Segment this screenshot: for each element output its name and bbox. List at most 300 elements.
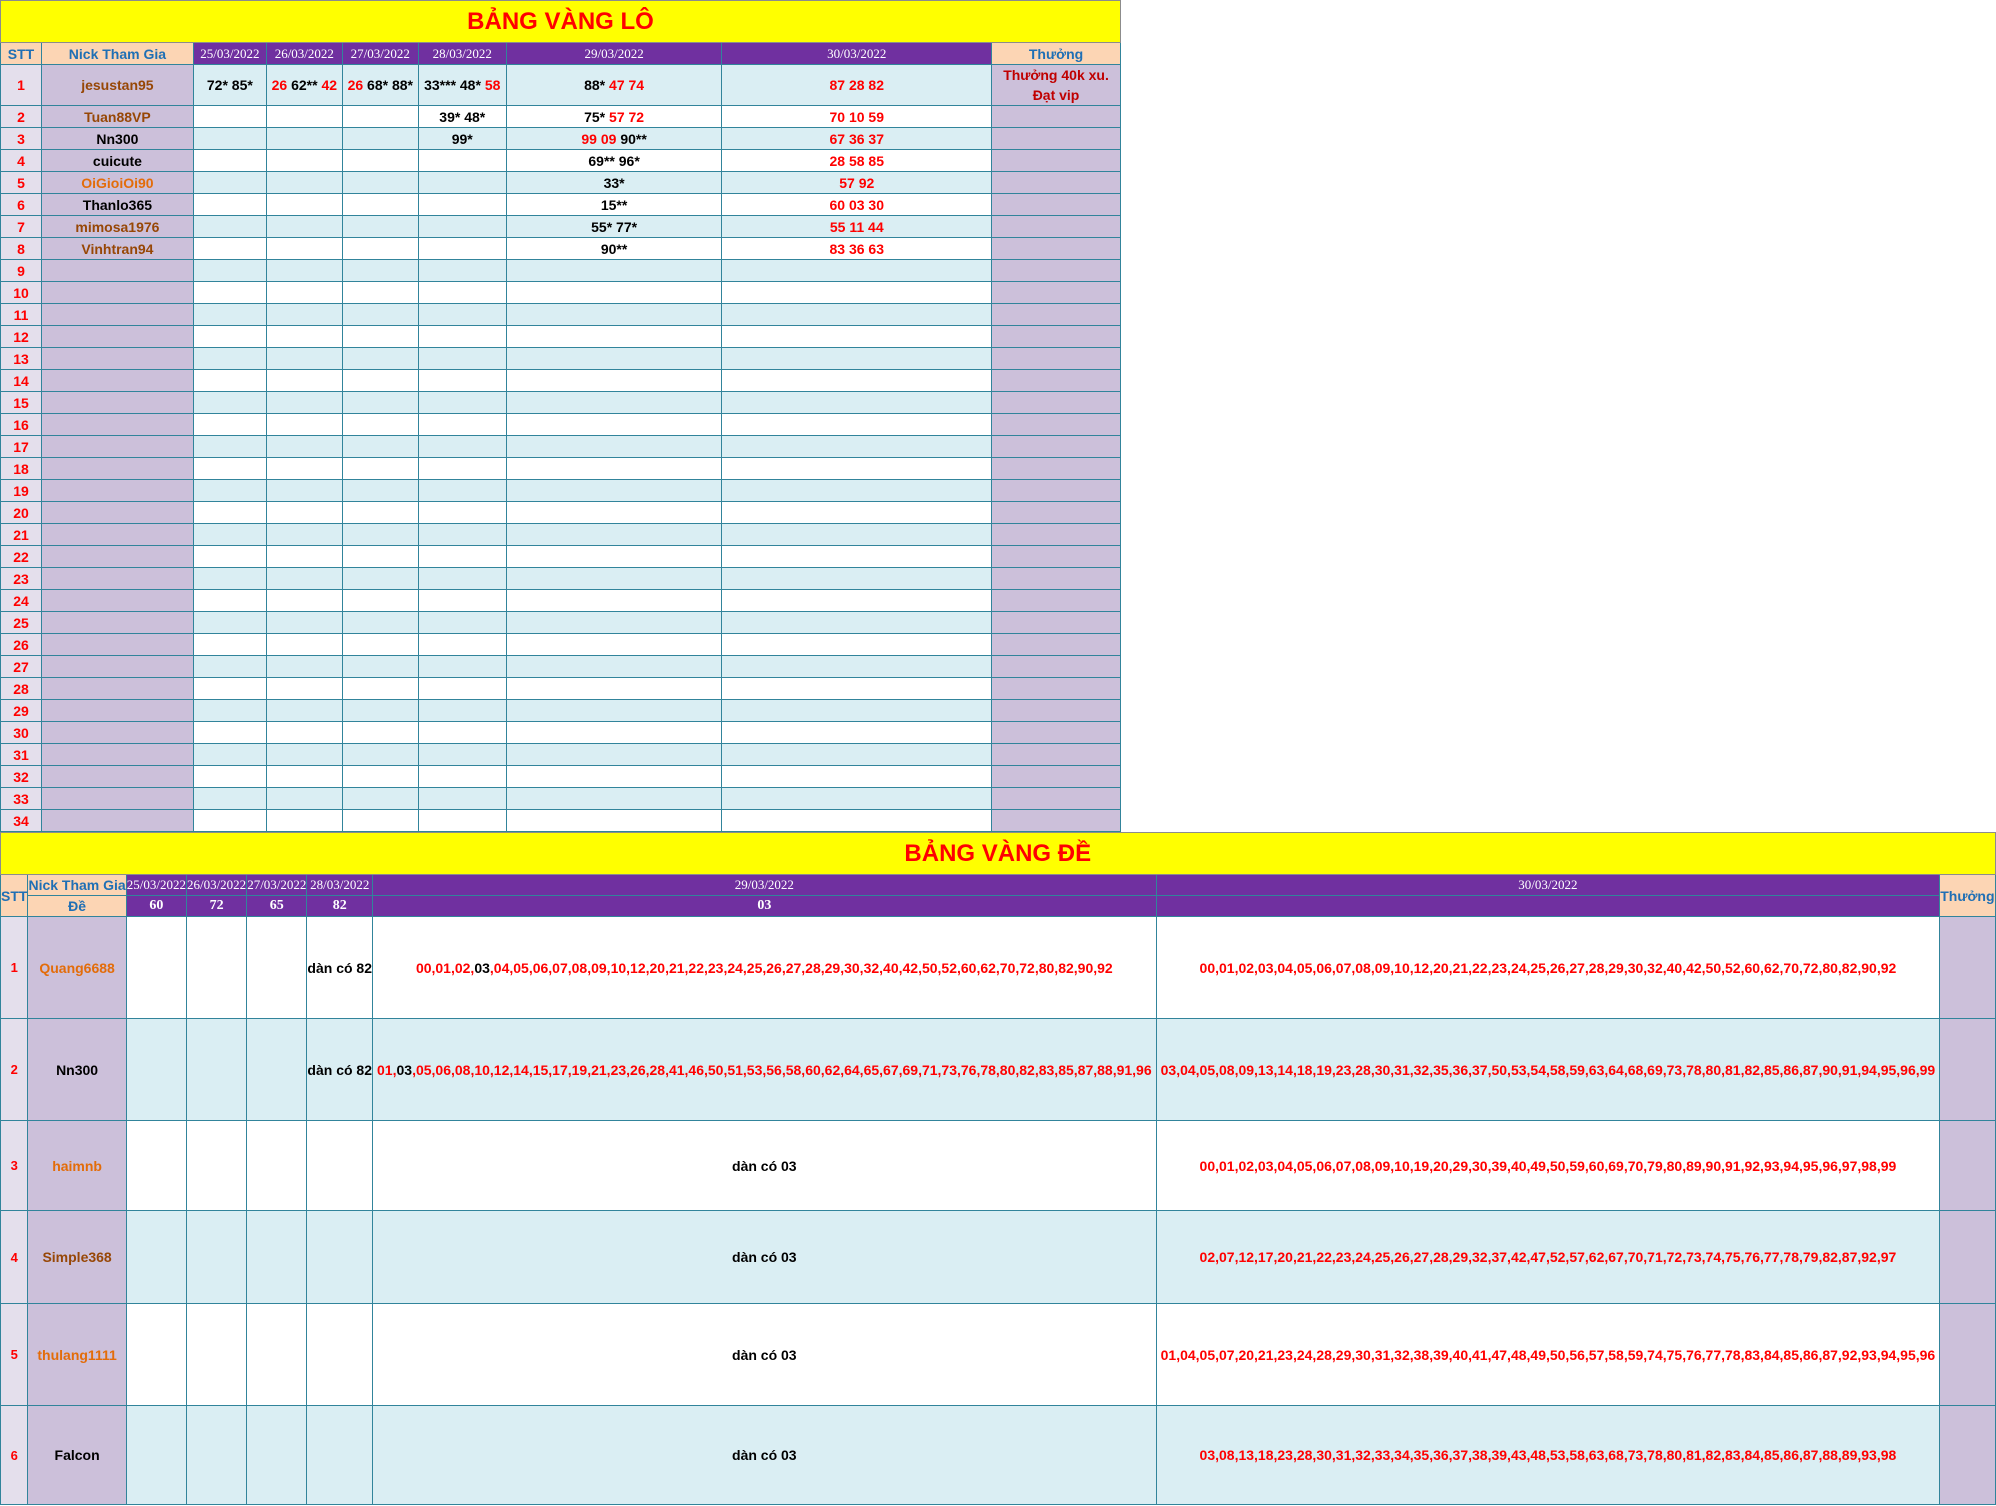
date-cell [418, 128, 506, 150]
entry-value: 57 72 [609, 108, 645, 125]
date-cell [506, 678, 722, 700]
lo-header-date: 27/03/2022 [342, 43, 418, 65]
table-row [1, 260, 1121, 282]
table-row [1, 304, 1121, 326]
table-row [1, 590, 1121, 612]
date-cell [722, 65, 992, 106]
row-prize [992, 722, 1121, 744]
date-cell: dàn có 82 [307, 917, 373, 1019]
entry-value: 99 09 [581, 130, 621, 147]
date-cell [186, 1211, 246, 1304]
entry-value: 62** [291, 77, 322, 93]
row-stt: 6 [1, 1406, 28, 1505]
date-cell [722, 524, 992, 546]
date-cell [418, 414, 506, 436]
date-cell [506, 524, 722, 546]
date-cell [126, 1406, 186, 1505]
row-stt: 31 [1, 744, 42, 766]
date-cell [342, 722, 418, 744]
de-result-value: 65 [247, 896, 307, 917]
entry-value: 26 [347, 77, 368, 93]
date-cell [418, 700, 506, 722]
date-cell [342, 414, 418, 436]
table-row [1, 238, 1121, 260]
de-header-date: 26/03/2022 [186, 875, 246, 896]
date-cell [266, 700, 342, 722]
date-cell [418, 590, 506, 612]
entry-value: 99* [451, 130, 473, 147]
date-cell [506, 612, 722, 634]
date-cell [266, 414, 342, 436]
date-cell [126, 1211, 186, 1304]
date-cell [506, 216, 722, 238]
date-cell [342, 128, 418, 150]
date-cell [266, 65, 342, 106]
row-stt: 15 [1, 392, 42, 414]
table-row [1, 150, 1121, 172]
date-cell [193, 436, 266, 458]
date-cell [506, 260, 722, 282]
date-cell [342, 810, 418, 832]
row-nick [41, 282, 193, 304]
date-cell [506, 568, 722, 590]
date-cell [418, 326, 506, 348]
entry-value: 58 [484, 77, 501, 93]
date-cell [193, 238, 266, 260]
date-cell [418, 656, 506, 678]
date-cell [266, 392, 342, 414]
date-cell [193, 590, 266, 612]
row-stt: 6 [1, 194, 42, 216]
row-prize [992, 392, 1121, 414]
date-cell [418, 260, 506, 282]
row-nick [41, 612, 193, 634]
date-cell [247, 1019, 307, 1121]
date-cell [266, 590, 342, 612]
date-cell [342, 524, 418, 546]
date-cell [193, 480, 266, 502]
row-prize [992, 458, 1121, 480]
row-stt: 34 [1, 810, 42, 832]
de-result-value: 03 [373, 896, 1157, 917]
row-prize [992, 678, 1121, 700]
entry-value: 33*** 48* [424, 77, 485, 93]
table-row [1, 348, 1121, 370]
date-cell [342, 634, 418, 656]
row-stt: 2 [1, 106, 42, 128]
date-cell [342, 65, 418, 106]
de-result-value: 72 [186, 896, 246, 917]
lo-title: BẢNG VÀNG LÔ [1, 1, 1121, 43]
date-cell [418, 788, 506, 810]
date-cell [266, 238, 342, 260]
date-cell [342, 172, 418, 194]
number-list: 02,07,12,17,20,21,22,23,24,25,26,27,28,29,32,37,42,47,52,57,62,67,70,71,72,73,74,75,76,77,78,79,82,87,92,97 [1156, 1211, 1940, 1304]
row-nick [41, 436, 193, 458]
number-list [373, 1019, 1157, 1121]
date-cell [722, 216, 992, 238]
entry-value: ,04,05,06,07,08,09,10,12,20,21,22,23,24,25,26,27,28,29,30,32,40,42,50,52,60,62,70,72,80,82,90,92 [489, 959, 1113, 976]
row-prize [992, 348, 1121, 370]
date-cell [418, 238, 506, 260]
date-cell [266, 612, 342, 634]
date-cell [418, 568, 506, 590]
number-list [373, 1121, 1157, 1211]
date-cell [506, 172, 722, 194]
date-cell [418, 546, 506, 568]
entry-value: 83 36 63 [829, 240, 884, 257]
table-row [1, 766, 1121, 788]
date-cell [342, 436, 418, 458]
de-table [0, 832, 1996, 1505]
date-cell [506, 326, 722, 348]
row-prize [1940, 1121, 1995, 1211]
date-cell [342, 326, 418, 348]
row-prize [992, 260, 1121, 282]
table-row [1, 502, 1121, 524]
date-cell [266, 656, 342, 678]
entry-value: 55* 77* [591, 218, 638, 235]
date-cell [418, 194, 506, 216]
row-nick: Falcon [28, 1406, 126, 1505]
date-cell [266, 436, 342, 458]
date-cell [342, 370, 418, 392]
row-prize [992, 656, 1121, 678]
date-cell [722, 480, 992, 502]
de-header-prize: Thưởng [1940, 875, 1995, 917]
date-cell [722, 348, 992, 370]
row-nick [41, 810, 193, 832]
date-cell [722, 194, 992, 216]
row-stt: 1 [1, 917, 28, 1019]
de-header-date: 29/03/2022 [373, 875, 1157, 896]
date-cell [722, 634, 992, 656]
date-cell: dàn có 82 [307, 1019, 373, 1121]
date-cell [193, 612, 266, 634]
date-cell [722, 106, 992, 128]
row-stt: 29 [1, 700, 42, 722]
row-stt: 27 [1, 656, 42, 678]
date-cell [722, 128, 992, 150]
date-cell [247, 1211, 307, 1304]
date-cell [722, 546, 992, 568]
entry-value: 55 11 44 [829, 218, 884, 235]
date-cell [506, 590, 722, 612]
date-cell [193, 810, 266, 832]
table-row [1, 700, 1121, 722]
date-cell [266, 634, 342, 656]
row-stt: 22 [1, 546, 42, 568]
de-title: BẢNG VÀNG ĐỀ [1, 833, 1996, 875]
row-nick: Nn300 [28, 1019, 126, 1121]
date-cell [722, 766, 992, 788]
row-prize [1940, 1406, 1995, 1505]
row-stt: 14 [1, 370, 42, 392]
row-nick [41, 326, 193, 348]
row-prize [992, 568, 1121, 590]
date-cell [722, 656, 992, 678]
date-cell [193, 458, 266, 480]
date-cell [506, 502, 722, 524]
date-cell [722, 436, 992, 458]
row-prize [992, 106, 1121, 128]
date-cell [722, 414, 992, 436]
date-cell [266, 194, 342, 216]
lo-header-date: 26/03/2022 [266, 43, 342, 65]
row-prize [1940, 1304, 1995, 1406]
date-cell [193, 194, 266, 216]
row-prize [992, 744, 1121, 766]
entry-value: 03 [396, 1061, 413, 1078]
date-cell [266, 216, 342, 238]
date-cell [506, 744, 722, 766]
date-cell [342, 238, 418, 260]
row-nick: OiGioiOi90 [41, 172, 193, 194]
date-cell [506, 722, 722, 744]
entry-value: 75* [584, 108, 610, 125]
row-prize [992, 480, 1121, 502]
table-row [1, 568, 1121, 590]
row-nick [41, 788, 193, 810]
date-cell [247, 917, 307, 1019]
row-stt: 5 [1, 172, 42, 194]
date-cell [506, 458, 722, 480]
date-cell [193, 502, 266, 524]
date-cell [342, 678, 418, 700]
lo-header-row [1, 43, 1121, 65]
row-nick: Vinhtran94 [41, 238, 193, 260]
row-nick [41, 458, 193, 480]
date-cell [722, 238, 992, 260]
row-nick [41, 348, 193, 370]
date-cell [342, 590, 418, 612]
row-prize [992, 502, 1121, 524]
date-cell [193, 260, 266, 282]
date-cell [266, 722, 342, 744]
entry-value: ,05,06,08,10,12,14,15,17,19,21,23,26,28,41,46,50,51,53,56,58,60,62,64,65,67,69,71,73,76,78,80,82,83,85,87,88,91,96 [412, 1061, 1152, 1078]
date-cell [506, 788, 722, 810]
date-cell [342, 546, 418, 568]
row-stt: 32 [1, 766, 42, 788]
date-cell [193, 568, 266, 590]
date-cell [266, 788, 342, 810]
date-cell [193, 128, 266, 150]
row-prize [992, 172, 1121, 194]
row-stt: 25 [1, 612, 42, 634]
date-cell [342, 480, 418, 502]
de-result-value [1156, 896, 1940, 917]
date-cell [266, 546, 342, 568]
date-cell [342, 744, 418, 766]
entry-value: 70 10 59 [829, 108, 884, 125]
number-list [373, 1406, 1157, 1505]
row-nick [41, 502, 193, 524]
entry-value: 90** [620, 130, 647, 147]
date-cell [418, 436, 506, 458]
date-cell [342, 216, 418, 238]
entry-value: 60 03 30 [829, 196, 884, 213]
row-nick [41, 414, 193, 436]
date-cell [722, 678, 992, 700]
table-row [1, 524, 1121, 546]
date-cell [506, 150, 722, 172]
date-cell [342, 612, 418, 634]
date-cell [506, 546, 722, 568]
date-cell [266, 106, 342, 128]
date-cell [722, 722, 992, 744]
table-row [1, 458, 1121, 480]
date-cell [193, 700, 266, 722]
row-prize [1940, 1211, 1995, 1304]
number-list [373, 1211, 1157, 1304]
row-stt: 3 [1, 1121, 28, 1211]
date-cell [186, 1019, 246, 1121]
row-nick: haimnb [28, 1121, 126, 1211]
de-header-date: 28/03/2022 [307, 875, 373, 896]
date-cell [418, 282, 506, 304]
row-nick [41, 260, 193, 282]
row-nick: thulang1111 [28, 1304, 126, 1406]
date-cell [418, 348, 506, 370]
table-row [1, 1304, 1996, 1406]
entry-value: dàn có 03 [732, 1447, 797, 1463]
date-cell [506, 348, 722, 370]
date-cell [722, 172, 992, 194]
date-cell [193, 546, 266, 568]
row-nick [41, 766, 193, 788]
de-header-row [1, 875, 1996, 896]
row-prize [992, 612, 1121, 634]
row-prize [992, 238, 1121, 260]
date-cell [193, 150, 266, 172]
row-stt: 11 [1, 304, 42, 326]
row-stt: 33 [1, 788, 42, 810]
date-cell [342, 458, 418, 480]
date-cell [418, 480, 506, 502]
table-row [1, 788, 1121, 810]
table-row [1, 1121, 1996, 1211]
de-header-date: 27/03/2022 [247, 875, 307, 896]
date-cell [193, 656, 266, 678]
date-cell [506, 65, 722, 106]
row-nick: Tuan88VP [41, 106, 193, 128]
entry-value: 68* 88* [367, 77, 413, 93]
number-list: 00,01,02,03,04,05,06,07,08,09,10,19,20,29,30,39,40,49,50,59,60,69,70,79,80,89,90,91,92,93,94,95,96,97,98,99 [1156, 1121, 1940, 1211]
de-result-value: 60 [126, 896, 186, 917]
date-cell [418, 150, 506, 172]
date-cell [193, 722, 266, 744]
date-cell [342, 150, 418, 172]
date-cell [418, 458, 506, 480]
row-stt: 4 [1, 1211, 28, 1304]
date-cell [418, 106, 506, 128]
row-stt: 20 [1, 502, 42, 524]
date-cell [193, 634, 266, 656]
date-cell [186, 1406, 246, 1505]
date-cell [418, 370, 506, 392]
date-cell [506, 656, 722, 678]
date-cell [193, 65, 266, 106]
entry-value: 67 36 37 [829, 130, 884, 147]
row-stt: 26 [1, 634, 42, 656]
date-cell [418, 524, 506, 546]
date-cell [506, 414, 722, 436]
de-header-date: 30/03/2022 [1156, 875, 1940, 896]
row-stt: 10 [1, 282, 42, 304]
date-cell [126, 1019, 186, 1121]
date-cell [193, 106, 266, 128]
row-prize [992, 590, 1121, 612]
date-cell [193, 216, 266, 238]
table-row [1, 392, 1121, 414]
lo-header-prize: Thưởng [992, 43, 1121, 65]
date-cell [266, 172, 342, 194]
row-stt: 30 [1, 722, 42, 744]
date-cell [418, 722, 506, 744]
row-nick: Thanlo365 [41, 194, 193, 216]
row-stt: 7 [1, 216, 42, 238]
table-row [1, 414, 1121, 436]
row-nick: cuicute [41, 150, 193, 172]
row-stt: 3 [1, 128, 42, 150]
date-cell [722, 326, 992, 348]
date-cell [722, 392, 992, 414]
date-cell [506, 194, 722, 216]
number-list: 00,01,02,03,04,05,06,07,08,09,10,12,20,21,22,23,24,25,26,27,28,29,30,32,40,42,50,52,60,62,70,72,80,82,90,92 [1156, 917, 1940, 1019]
entry-value: 88* [584, 77, 610, 93]
date-cell [342, 348, 418, 370]
row-nick [41, 524, 193, 546]
date-cell [722, 304, 992, 326]
date-cell [722, 150, 992, 172]
row-nick [41, 392, 193, 414]
date-cell [266, 480, 342, 502]
row-nick [41, 722, 193, 744]
lo-body [1, 65, 1121, 832]
de-header-nick: Nick Tham Gia [28, 875, 126, 896]
date-cell [193, 172, 266, 194]
date-cell [506, 282, 722, 304]
date-cell [506, 238, 722, 260]
date-cell [722, 282, 992, 304]
date-cell [186, 917, 246, 1019]
date-cell [266, 304, 342, 326]
row-nick: Quang6688 [28, 917, 126, 1019]
row-prize [992, 282, 1121, 304]
date-cell [266, 370, 342, 392]
date-cell [307, 1121, 373, 1211]
row-nick [41, 634, 193, 656]
number-list [373, 1304, 1157, 1406]
date-cell [722, 612, 992, 634]
date-cell [342, 766, 418, 788]
row-prize [992, 326, 1121, 348]
row-nick [41, 656, 193, 678]
row-stt: 8 [1, 238, 42, 260]
entry-value: 00,01,02, [415, 959, 475, 976]
date-cell [722, 744, 992, 766]
date-cell [342, 194, 418, 216]
date-cell [266, 568, 342, 590]
date-cell [193, 370, 266, 392]
entry-value: 01, [377, 1061, 397, 1078]
de-header-sublabel: Đề [28, 896, 126, 917]
date-cell [342, 700, 418, 722]
date-cell [307, 1211, 373, 1304]
entry-value: 03 [474, 959, 490, 976]
date-cell [342, 502, 418, 524]
date-cell [722, 458, 992, 480]
